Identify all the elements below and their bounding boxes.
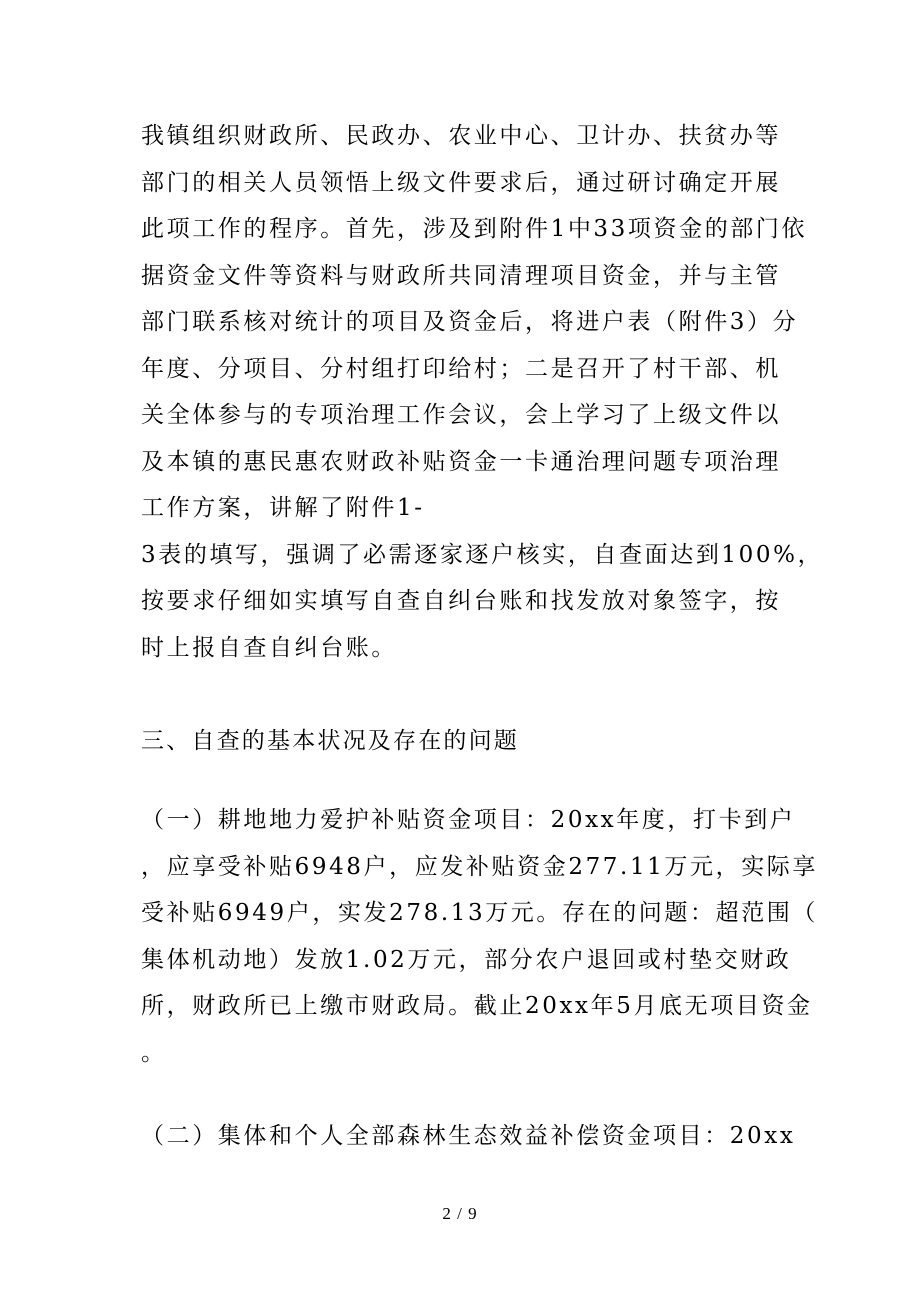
text-line: 据资金文件等资料与财政所共同清理项目资金，并与主管: [141, 262, 781, 289]
text-line: 集体机动地）发放1.02万元，部分农户退回或村垫交财政: [141, 946, 792, 973]
text-line: 所，财政所已上缴市财政局。截止20xx年5月底无项目资金: [141, 993, 813, 1019]
text-line: 受补贴6949户，实发278.13万元。存在的问题：超范围（: [141, 900, 819, 926]
paragraph-procedure: [141, 113, 824, 671]
text-line: 关全体参与的专项治理工作会议，会上学习了上级文件以: [141, 402, 781, 428]
text-line: 我镇组织财政所、民政办、农业中心、卫计办、扶贫办等: [141, 123, 781, 149]
text-line: 按要求仔细如实填写自查自纠台账和找发放对象签字，按: [141, 588, 781, 614]
text-line: 部门的相关人员领悟上级文件要求后，通过研讨确定开展: [141, 169, 781, 196]
text-line: 部门联系核对统计的项目及资金后，将进户表（附件3）分: [141, 309, 799, 335]
text-line: 。: [141, 1039, 167, 1066]
section-heading: [141, 718, 781, 765]
text-line: 3表的填写，强调了必需逐家逐户核实，自查面达到100%，: [141, 541, 824, 568]
text-line: 此项工作的程序。首先，涉及到附件1中33项资金的部门依: [141, 216, 808, 242]
text-line: （二）集体和个人全部森林生态效益补偿资金项目：20xx: [141, 1123, 796, 1149]
section-heading-text: 三、自查的基本状况及存在的问题: [141, 728, 519, 754]
text-line: 及本镇的惠民惠农财政补贴资金一卡通治理问题专项治理: [141, 448, 781, 475]
text-line: 时上报自查自纠台账。: [141, 634, 397, 661]
paragraph-farmland-subsidy: [141, 797, 819, 1076]
text-line: 年度、分项目、分村组打印给村；二是召开了村干部、机: [141, 355, 781, 382]
paragraph-forest-compensation: [141, 1113, 796, 1160]
text-line: （一）耕地地力爱护补贴资金项目：20xx年度，打卡到户: [141, 807, 796, 833]
text-line: 工作方案，讲解了附件1-: [141, 495, 425, 521]
page-number: 2 / 9: [442, 1204, 478, 1223]
text-line: ，应享受补贴6948户，应发补贴资金277.11万元，实际享: [141, 853, 819, 880]
